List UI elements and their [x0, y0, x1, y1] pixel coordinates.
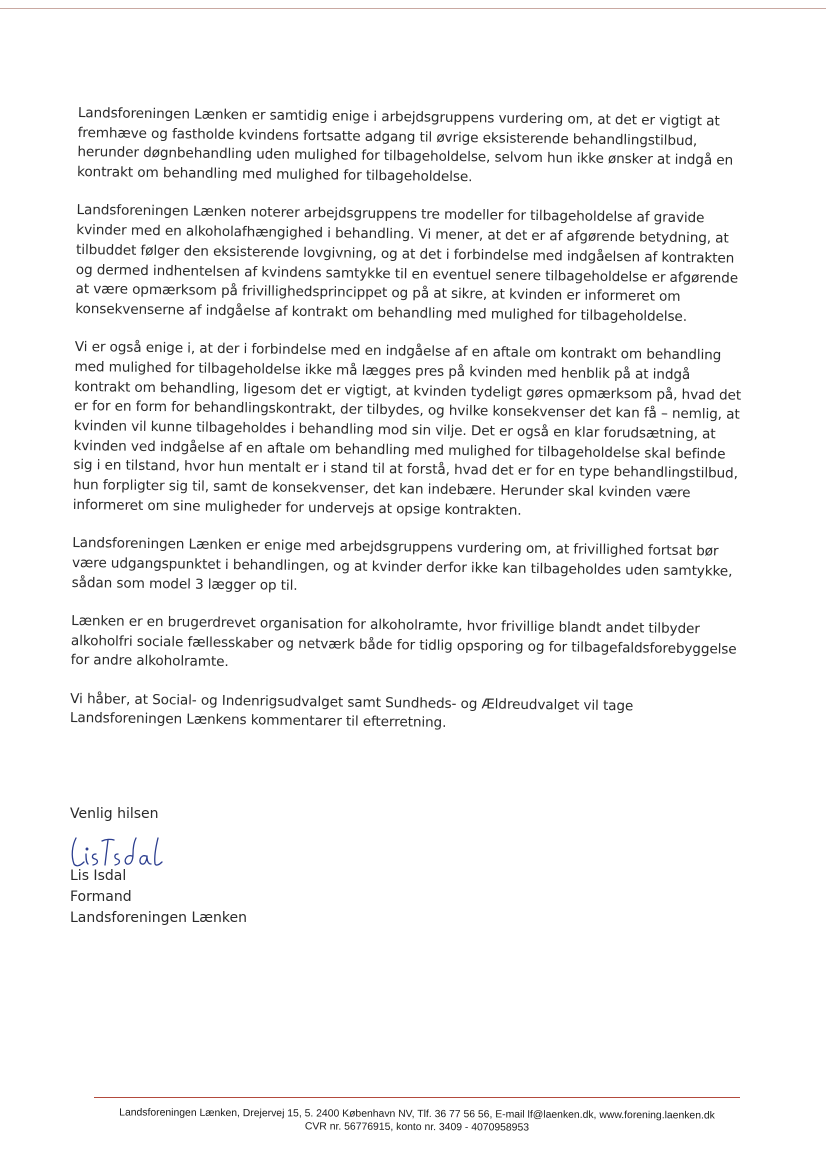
top-divider — [0, 8, 826, 9]
footer-divider — [94, 1097, 740, 1098]
footer-address-line: Landsforeningen Lænken, Drejervej 15, 5. 2400 København NV, Tlf. 36 77 56 56, E-mail lf@laenken.dk, www.forening.laenken.dk — [119, 1107, 715, 1122]
paragraph-3: Vi er også enige i, at der i forbindelse med en indgåelse af en aftale om kontrakt om behandling med mulighed for tilbageholdelse ikke må lægges pres på kvinden med henblik på at indgå kontrakt om behandling, ligesom det er vigtigt, at kvinden tydeligt gøres opmærksom på, hvad det er for en form for behandlingskontrakt, der tilbydes, og hvilke konsekvenser det kan få – nemlig, at kvinden vil kunne tilbageholdes i behandling mod sin vilje. Det er også en klar forudsætning, at kvinden ved indgåelse af en aftale om behandling med mulighed for tilbageholdelse skal befinde sig i en tilstand, hvor hun mentalt er i stand til at forstå, hvad det er for en type behandlingstilbud, hun forpligter sig til, samt de konsekvenser, det kan indebære. Herunder skal kvinden være informeret om sine muligheder for undervejs at opsige kontrakten. — [72, 339, 742, 519]
closing-salutation: Venlig hilsen — [70, 806, 159, 822]
paragraph-6: Vi håber, at Social- og Indenrigsudvalget samt Sundheds- og Ældreudvalget vil tage Landsforeningen Lænkens kommentarer til efterretning. — [69, 690, 634, 732]
paragraph-5: Lænken er en brugerdrevet organisation for alkoholramte, hvor frivillige blandt andet tilbyder alkoholfri sociale fællesskaber og netværk både for tidlig opsporing og for tilbagefaldsforebyggelse for andre alkoholramte. — [70, 612, 737, 671]
footer-registration-line: CVR nr. 56776915, konto nr. 3409 - 4070958953 — [304, 1121, 530, 1134]
signer-block — [70, 866, 247, 929]
paragraph-1: Landsforeningen Lænken er samtidig enige i arbejdsgruppens vurdering om, at det er vigtigt at fremhæve og fastholde kvindens fortsatte adgang til øvrige eksisterende behandlingstilbud, herunder døgnbehandling uden mulighed for tilbageholdelse, selvom hun ikke ønsker at indgå en kontrakt om behandling med mulighed for tilbageholdelse. — [77, 104, 734, 186]
paragraph-2: Landsforeningen Lænken noterer arbejdsgruppens tre modeller for tilbageholdelse af gravide kvinder med en alkoholafhængighed i behandling. Vi mener, at det er af afgørende betydning, at tilbuddet følger den eksisterende lovgivning, og at det i forbindelse med indgåelsen af kontrakten og dermed indhentelsen af kvindens samtykke til en eventuel senere tilbageholdelse er afgørende at være opmærksom på frivillighedsprincippet og på at sikre, at kvinden er informeret om konsekvenserne af indgåelse af kontrakt om behandling med mulighed for tilbageholdelse. — [75, 202, 739, 325]
signer-name: Lis Isdal — [70, 868, 127, 884]
signer-organization: Landsforeningen Lænken — [70, 910, 247, 926]
letterhead-footer — [84, 1106, 750, 1135]
letter-body — [70, 104, 750, 738]
paragraph-4: Landsforeningen Lænken er enige med arbejdsgruppens vurdering om, at frivillighed fortsat bør være udgangspunktet i behandlingen, og at kvinder derfor ikke kan tilbageholdes uden samtykke, sådan som model 3 lægger op til. — [71, 535, 733, 594]
signer-title: Formand — [70, 889, 132, 905]
